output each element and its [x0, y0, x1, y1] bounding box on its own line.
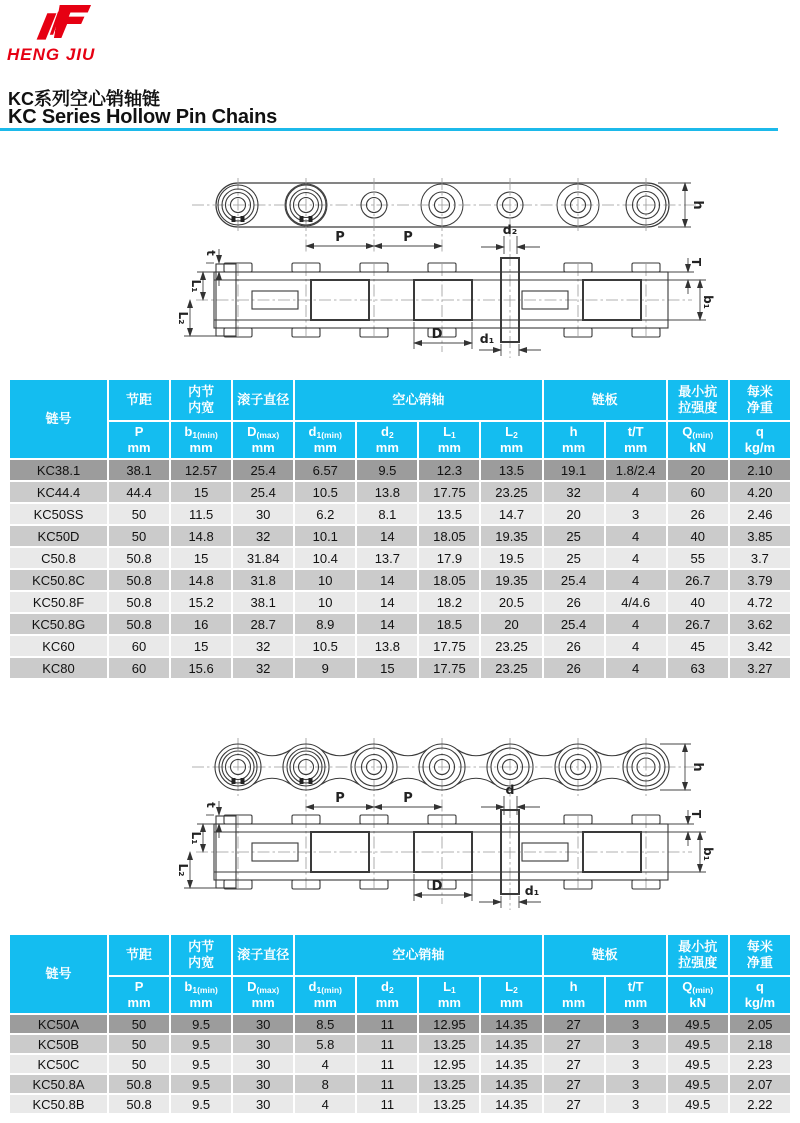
chain-drawing-straight-plate: [0, 150, 800, 370]
value-cell: 15.2: [171, 592, 231, 612]
col-header-chain-no: 链号: [10, 935, 107, 1013]
value-cell: 3: [606, 1095, 666, 1113]
col-group-header: 空心销轴: [295, 935, 541, 975]
value-cell: 50: [109, 1015, 169, 1033]
dim-label-l2: L₂: [176, 863, 190, 877]
value-cell: 26: [544, 636, 604, 656]
value-cell: 30: [233, 1015, 293, 1033]
page-title-en: KC Series Hollow Pin Chains: [8, 106, 278, 128]
value-cell: 26.7: [668, 614, 728, 634]
value-cell: 10.5: [295, 482, 355, 502]
value-cell: 2.10: [730, 460, 790, 480]
dim-label-D: D: [431, 327, 443, 342]
dim-label-p: P: [335, 791, 345, 806]
value-cell: 9: [295, 658, 355, 678]
col-symbol-header: $b_{1(min)}$ mm: [171, 977, 231, 1013]
col-group-header: 最小抗 拉强度: [668, 935, 728, 975]
value-cell: 14.35: [481, 1095, 541, 1113]
value-cell: 50: [109, 1055, 169, 1073]
dim-label-l1: L₁: [189, 279, 203, 293]
value-cell: 60: [109, 658, 169, 678]
value-cell: 14.8: [171, 570, 231, 590]
chain-no-cell: KC38.1: [10, 460, 107, 480]
value-cell: 3.79: [730, 570, 790, 590]
value-cell: 4: [295, 1055, 355, 1073]
value-cell: 4: [606, 658, 666, 678]
value-cell: 25: [544, 526, 604, 546]
value-cell: 15: [171, 636, 231, 656]
value-cell: 11: [357, 1075, 417, 1093]
dim-label-h: h: [690, 200, 705, 210]
value-cell: 3.42: [730, 636, 790, 656]
col-group-header: 内节 内宽: [171, 935, 231, 975]
value-cell: 32: [233, 526, 293, 546]
dim-label-d: d: [505, 782, 515, 797]
value-cell: 2.05: [730, 1015, 790, 1033]
table-row: [10, 1075, 790, 1093]
col-symbol-header: P mm: [109, 977, 169, 1013]
value-cell: 25.4: [233, 482, 293, 502]
table-row: [10, 1095, 790, 1113]
value-cell: 9.5: [171, 1055, 231, 1073]
value-cell: 3.7: [730, 548, 790, 568]
value-cell: 9.5: [171, 1015, 231, 1033]
value-cell: 32: [233, 658, 293, 678]
value-cell: 12.3: [419, 460, 479, 480]
value-cell: 14.35: [481, 1015, 541, 1033]
value-cell: 3.27: [730, 658, 790, 678]
value-cell: 4.72: [730, 592, 790, 612]
value-cell: 27: [544, 1075, 604, 1093]
value-cell: 23.25: [481, 636, 541, 656]
title-underline: [0, 128, 778, 131]
dim-label-l2: L₂: [176, 311, 190, 325]
value-cell: 13.8: [357, 482, 417, 502]
dim-label-l1: L₁: [189, 831, 203, 845]
value-cell: 14: [357, 570, 417, 590]
col-symbol-header: h mm: [544, 422, 604, 458]
value-cell: 11: [357, 1095, 417, 1113]
dim-label-b1: b₁: [701, 847, 715, 861]
plan-view: [176, 249, 715, 358]
value-cell: 55: [668, 548, 728, 568]
col-symbol-header: $D_{(max)}$ mm: [233, 977, 293, 1013]
brand-text: HENG JIU: [7, 45, 96, 64]
value-cell: 63: [668, 658, 728, 678]
value-cell: 12.57: [171, 460, 231, 480]
value-cell: 4: [606, 614, 666, 634]
value-cell: 9.5: [171, 1035, 231, 1053]
value-cell: 20: [668, 460, 728, 480]
value-cell: 12.95: [419, 1015, 479, 1033]
col-symbol-header: $Q_{(min)}$ kN: [668, 422, 728, 458]
value-cell: 26.7: [668, 570, 728, 590]
col-group-header: 最小抗 拉强度: [668, 380, 728, 420]
col-symbol-header: $d_{1(min)}$ mm: [295, 422, 355, 458]
chain-no-cell: KC50.8F: [10, 592, 107, 612]
dim-label-d1: d₁: [524, 883, 540, 898]
chain-no-cell: KC60: [10, 636, 107, 656]
value-cell: 14.35: [481, 1035, 541, 1053]
dim-label-T: T: [689, 257, 703, 267]
value-cell: 40: [668, 526, 728, 546]
dim-label-D: D: [431, 879, 443, 894]
value-cell: 49.5: [668, 1055, 728, 1073]
table-row: [10, 1015, 790, 1033]
header-row-groups: [10, 380, 790, 420]
value-cell: 4: [606, 570, 666, 590]
value-cell: 6.57: [295, 460, 355, 480]
table-row: [10, 636, 790, 656]
header-row-symbols: [10, 977, 790, 1013]
value-cell: 50: [109, 1035, 169, 1053]
value-cell: 50.8: [109, 614, 169, 634]
col-symbol-header: $L_1$ mm: [419, 422, 479, 458]
chain-no-cell: KC50C: [10, 1055, 107, 1073]
value-cell: 32: [544, 482, 604, 502]
value-cell: 14.35: [481, 1055, 541, 1073]
value-cell: 60: [668, 482, 728, 502]
value-cell: 50.8: [109, 548, 169, 568]
col-header-chain-no: 链号: [10, 380, 107, 458]
value-cell: 26: [544, 658, 604, 678]
value-cell: 50.8: [109, 570, 169, 590]
value-cell: 15: [171, 548, 231, 568]
value-cell: 17.9: [419, 548, 479, 568]
value-cell: 11.5: [171, 504, 231, 524]
chain-no-cell: KC80: [10, 658, 107, 678]
table-row: [10, 526, 790, 546]
table-row: [10, 570, 790, 590]
value-cell: 17.75: [419, 658, 479, 678]
value-cell: 50.8: [109, 1095, 169, 1113]
value-cell: 3.62: [730, 614, 790, 634]
value-cell: 17.75: [419, 482, 479, 502]
spec-table-waisted-plate: [8, 933, 792, 1115]
col-symbol-header: $L_1$ mm: [419, 977, 479, 1013]
chain-no-cell: KC50.8G: [10, 614, 107, 634]
value-cell: 32: [233, 636, 293, 656]
dim-label-p: P: [403, 230, 413, 245]
chain-no-cell: KC44.4: [10, 482, 107, 502]
value-cell: 15.6: [171, 658, 231, 678]
value-cell: 8.9: [295, 614, 355, 634]
value-cell: 14.8: [171, 526, 231, 546]
value-cell: 8.5: [295, 1015, 355, 1033]
value-cell: 8.1: [357, 504, 417, 524]
col-group-header: 滚子直径: [233, 935, 293, 975]
header-row-symbols: [10, 422, 790, 458]
dim-label-t: t: [204, 802, 218, 808]
dim-label-p: P: [335, 230, 345, 245]
value-cell: 20: [481, 614, 541, 634]
table-row: [10, 1035, 790, 1053]
value-cell: 11: [357, 1015, 417, 1033]
value-cell: 12.95: [419, 1055, 479, 1073]
value-cell: 2.07: [730, 1075, 790, 1093]
value-cell: 3: [606, 1055, 666, 1073]
value-cell: 50.8: [109, 592, 169, 612]
chain-no-cell: KC50.8C: [10, 570, 107, 590]
value-cell: 38.1: [109, 460, 169, 480]
value-cell: 23.25: [481, 658, 541, 678]
value-cell: 50: [109, 504, 169, 524]
value-cell: 10: [295, 570, 355, 590]
table-row: [10, 658, 790, 678]
dim-label-d1: d₁: [479, 331, 495, 346]
col-group-header: 每米 净重: [730, 935, 790, 975]
table-row: [10, 592, 790, 612]
value-cell: 45: [668, 636, 728, 656]
value-cell: 30: [233, 1055, 293, 1073]
table-row: [10, 504, 790, 524]
value-cell: 15: [171, 482, 231, 502]
value-cell: 60: [109, 636, 169, 656]
hengjiu-logo-icon: [30, 0, 96, 48]
dim-label-T: T: [689, 809, 703, 819]
value-cell: 3: [606, 1075, 666, 1093]
value-cell: 10.4: [295, 548, 355, 568]
value-cell: 4/4.6: [606, 592, 666, 612]
col-group-header: 节距: [109, 380, 169, 420]
value-cell: 9.5: [357, 460, 417, 480]
value-cell: 19.5: [481, 548, 541, 568]
value-cell: 13.7: [357, 548, 417, 568]
value-cell: 50: [109, 526, 169, 546]
value-cell: 13.25: [419, 1095, 479, 1113]
chain-no-cell: KC50.8A: [10, 1075, 107, 1093]
value-cell: 9.5: [171, 1075, 231, 1093]
value-cell: 25.4: [544, 614, 604, 634]
value-cell: 3: [606, 504, 666, 524]
value-cell: 15: [357, 658, 417, 678]
col-symbol-header: $d_2$ mm: [357, 422, 417, 458]
value-cell: 31.8: [233, 570, 293, 590]
value-cell: 19.35: [481, 570, 541, 590]
value-cell: 4.20: [730, 482, 790, 502]
value-cell: 25.4: [233, 460, 293, 480]
value-cell: 26: [668, 504, 728, 524]
value-cell: 28.7: [233, 614, 293, 634]
col-symbol-header: t/T mm: [606, 422, 666, 458]
value-cell: 3.85: [730, 526, 790, 546]
value-cell: 11: [357, 1035, 417, 1053]
table-row: [10, 1055, 790, 1073]
value-cell: 3: [606, 1015, 666, 1033]
dim-label-p: P: [403, 791, 413, 806]
value-cell: 49.5: [668, 1015, 728, 1033]
value-cell: 50.8: [109, 1075, 169, 1093]
col-group-header: 链板: [544, 935, 666, 975]
value-cell: 23.25: [481, 482, 541, 502]
value-cell: 27: [544, 1095, 604, 1113]
dim-label-h: h: [690, 762, 705, 772]
dim-label-t: t: [204, 250, 218, 256]
value-cell: 26: [544, 592, 604, 612]
chain-no-cell: KC50B: [10, 1035, 107, 1053]
value-cell: 14.7: [481, 504, 541, 524]
value-cell: 14: [357, 614, 417, 634]
value-cell: 5.8: [295, 1035, 355, 1053]
value-cell: 3: [606, 1035, 666, 1053]
value-cell: 30: [233, 1035, 293, 1053]
value-cell: 14: [357, 526, 417, 546]
col-symbol-header: $d_2$ mm: [357, 977, 417, 1013]
value-cell: 13.25: [419, 1075, 479, 1093]
col-group-header: 空心销轴: [295, 380, 541, 420]
col-symbol-header: $L_2$ mm: [481, 422, 541, 458]
dim-label-d2: d₂: [502, 222, 518, 237]
col-group-header: 滚子直径: [233, 380, 293, 420]
chain-no-cell: KC50A: [10, 1015, 107, 1033]
value-cell: 13.8: [357, 636, 417, 656]
value-cell: 27: [544, 1035, 604, 1053]
value-cell: 4: [606, 636, 666, 656]
value-cell: 30: [233, 1095, 293, 1113]
col-symbol-header: $b_{1(min)}$ mm: [171, 422, 231, 458]
value-cell: 30: [233, 1075, 293, 1093]
table-row: [10, 460, 790, 480]
value-cell: 4: [606, 526, 666, 546]
value-cell: 8: [295, 1075, 355, 1093]
value-cell: 10.1: [295, 526, 355, 546]
value-cell: 19.1: [544, 460, 604, 480]
value-cell: 13.25: [419, 1035, 479, 1053]
value-cell: 18.05: [419, 526, 479, 546]
col-symbol-header: $Q_{(min)}$ kN: [668, 977, 728, 1013]
value-cell: 2.22: [730, 1095, 790, 1113]
side-view: [192, 178, 705, 254]
page-title-zh: KC系列空心销轴链: [8, 89, 160, 109]
value-cell: 25: [544, 548, 604, 568]
value-cell: 11: [357, 1055, 417, 1073]
value-cell: 17.75: [419, 636, 479, 656]
value-cell: 2.18: [730, 1035, 790, 1053]
col-symbol-header: P mm: [109, 422, 169, 458]
side-view: [192, 738, 705, 816]
value-cell: 18.05: [419, 570, 479, 590]
dim-label-b1: b₁: [701, 295, 715, 309]
value-cell: 49.5: [668, 1095, 728, 1113]
value-cell: 2.46: [730, 504, 790, 524]
chain-no-cell: C50.8: [10, 548, 107, 568]
value-cell: 49.5: [668, 1035, 728, 1053]
value-cell: 20.5: [481, 592, 541, 612]
value-cell: 1.8/2.4: [606, 460, 666, 480]
value-cell: 4: [295, 1095, 355, 1113]
value-cell: 10.5: [295, 636, 355, 656]
chain-drawing-waisted-plate: [0, 712, 800, 917]
value-cell: 27: [544, 1015, 604, 1033]
value-cell: 14.35: [481, 1075, 541, 1093]
value-cell: 27: [544, 1055, 604, 1073]
value-cell: 4: [606, 482, 666, 502]
plan-view: [176, 801, 715, 910]
col-symbol-header: h mm: [544, 977, 604, 1013]
value-cell: 44.4: [109, 482, 169, 502]
value-cell: 19.35: [481, 526, 541, 546]
value-cell: 4: [606, 548, 666, 568]
value-cell: 13.5: [481, 460, 541, 480]
col-symbol-header: $d_{1(min)}$ mm: [295, 977, 355, 1013]
value-cell: 38.1: [233, 592, 293, 612]
value-cell: 31.84: [233, 548, 293, 568]
col-group-header: 每米 净重: [730, 380, 790, 420]
col-symbol-header: q kg/m: [730, 977, 790, 1013]
value-cell: 16: [171, 614, 231, 634]
value-cell: 49.5: [668, 1075, 728, 1093]
chain-no-cell: KC50.8B: [10, 1095, 107, 1113]
col-group-header: 内节 内宽: [171, 380, 231, 420]
col-symbol-header: t/T mm: [606, 977, 666, 1013]
table-row: [10, 548, 790, 568]
value-cell: 18.2: [419, 592, 479, 612]
value-cell: 18.5: [419, 614, 479, 634]
col-symbol-header: $L_2$ mm: [481, 977, 541, 1013]
value-cell: 10: [295, 592, 355, 612]
value-cell: 20: [544, 504, 604, 524]
col-symbol-header: q kg/m: [730, 422, 790, 458]
value-cell: 9.5: [171, 1095, 231, 1113]
value-cell: 25.4: [544, 570, 604, 590]
chain-no-cell: KC50SS: [10, 504, 107, 524]
table-row: [10, 482, 790, 502]
spec-table-straight-plate: [8, 378, 792, 680]
chain-no-cell: KC50D: [10, 526, 107, 546]
value-cell: 40: [668, 592, 728, 612]
col-group-header: 链板: [544, 380, 666, 420]
value-cell: 13.5: [419, 504, 479, 524]
value-cell: 14: [357, 592, 417, 612]
col-symbol-header: $D_{(max)}$ mm: [233, 422, 293, 458]
col-group-header: 节距: [109, 935, 169, 975]
value-cell: 2.23: [730, 1055, 790, 1073]
header-row-groups: [10, 935, 790, 975]
value-cell: 30: [233, 504, 293, 524]
table-row: [10, 614, 790, 634]
value-cell: 6.2: [295, 504, 355, 524]
